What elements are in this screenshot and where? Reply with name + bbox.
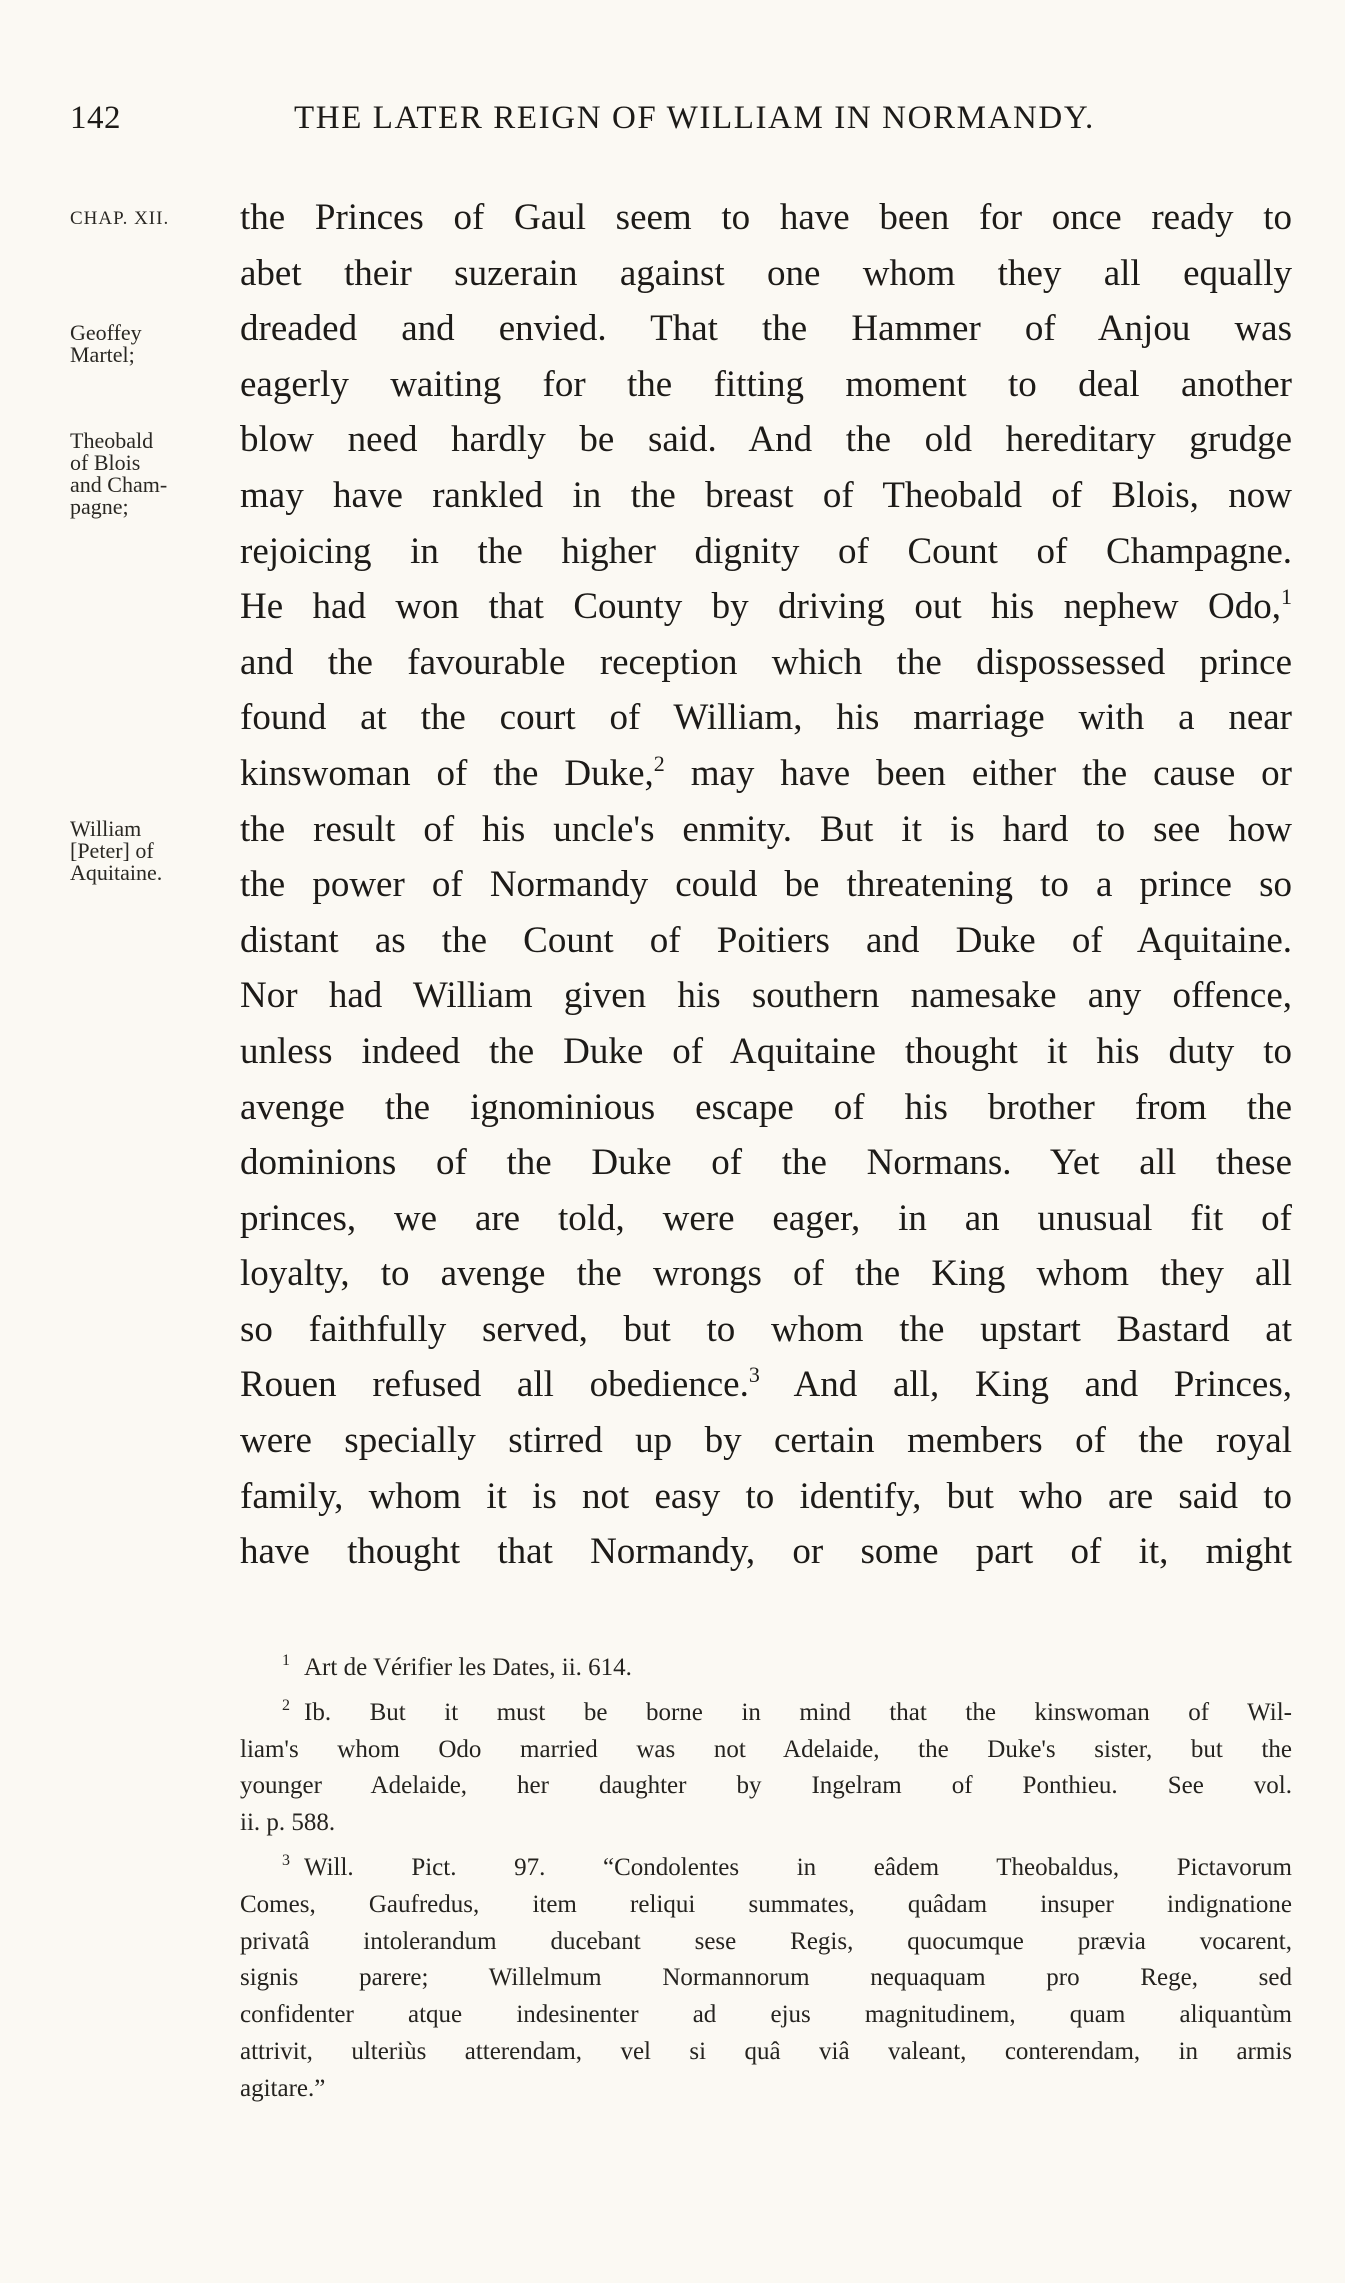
footnote-line: ii. p. 588.: [240, 1809, 336, 1837]
margin-note-geoffrey: Geoffey Martel;: [70, 320, 142, 367]
body-line-text: Rouen refused all obedience.: [240, 1364, 749, 1406]
body-text: [240, 190, 1292, 1580]
margin-note-chapter: CHAP. XII.: [70, 208, 170, 229]
footnote-1: [240, 1650, 1292, 1687]
footnote-text: Will. Pict. 97. “Condolentes in eâdem Theobaldus, Pictavorum: [304, 1853, 1292, 1881]
body-line: abet their suzerain against one whom they all equally: [240, 252, 1292, 294]
footnote-line: Comes, Gaufredus, item reliqui summates, quâdam insuper indignatione: [240, 1890, 1292, 1918]
footnote-line: attrivit, ulteriùs atterendam, vel si quâ viâ valeant, conterendam, in armis: [240, 2037, 1292, 2065]
body-line: Nor had William given his southern namesake any offence,: [240, 975, 1292, 1017]
footnote-ref: 2: [653, 750, 665, 776]
footnotes: [240, 1650, 1292, 2108]
body-line: family, whom it is not easy to identify, but who are said to: [240, 1475, 1292, 1517]
page-header: [70, 100, 1285, 144]
body-line: the power of Normandy could be threatening to a prince so: [240, 864, 1292, 906]
footnote-text: Ib. But it must be borne in mind that the kinswoman of Wil-: [304, 1698, 1292, 1726]
body-line: and the favourable reception which the dispossessed prince: [240, 641, 1292, 683]
running-title: THE LATER REIGN OF WILLIAM IN NORMANDY.: [294, 100, 1095, 136]
footnote-line: privatâ intolerandum ducebant sese Regis, quocumque prævia vocarent,: [240, 1927, 1292, 1955]
body-line: dreaded and envied. That the Hammer of Anjou was: [240, 308, 1292, 350]
body-line: the result of his uncle's enmity. But it is hard to see how: [240, 808, 1292, 850]
body-line-text: may have been either the cause or: [690, 752, 1292, 794]
body-line: avenge the ignominious escape of his brother from the: [240, 1086, 1292, 1128]
body-line: have thought that Normandy, or some part of it, might: [240, 1531, 1292, 1573]
body-line-text: And all, King and Princes,: [793, 1364, 1292, 1406]
body-line: were specially stirred up by certain members of the royal: [240, 1420, 1292, 1462]
body-line: princes, we are told, were eager, in an unusual fit of: [240, 1197, 1292, 1239]
body-line: so faithfully served, but to whom the upstart Bastard at: [240, 1308, 1292, 1350]
margin-note-william: William [Peter] of Aquitaine.: [70, 816, 163, 885]
footnote-marker: 1: [282, 1652, 290, 1669]
footnote-line: younger Adelaide, her daughter by Ingelram of Ponthieu. See vol.: [240, 1772, 1292, 1800]
page-number: 142: [70, 100, 121, 136]
footnote-line: confidenter atque indesinenter ad ejus magnitudinem, quam aliquantùm: [240, 2001, 1292, 2029]
footnote-3: [240, 1850, 1292, 1887]
body-line: eagerly waiting for the fitting moment to deal another: [240, 363, 1292, 405]
footnote-line: liam's whom Odo married was not Adelaide, the Duke's sister, but the: [240, 1735, 1292, 1763]
body-line: [240, 579, 1292, 635]
body-line-text: kinswoman of the Duke,: [240, 752, 654, 794]
body-line: rejoicing in the higher dignity of Count of Champagne.: [240, 530, 1292, 572]
margin-note-theobald: Theobald of Blois and Cham- pagne;: [70, 428, 168, 519]
footnote-ref: 1: [1281, 584, 1292, 610]
footnote-line: agitare.”: [240, 2074, 326, 2102]
body-line: loyalty, to avenge the wrongs of the King whom they all: [240, 1253, 1292, 1295]
footnote-marker: 2: [282, 1696, 290, 1714]
body-line: distant as the Count of Poitiers and Duke of Aquitaine.: [240, 919, 1292, 961]
footnote-marker: 3: [282, 1851, 290, 1869]
body-line: unless indeed the Duke of Aquitaine thought it his duty to: [240, 1030, 1292, 1072]
body-line-text: He had won that County by driving out his nephew Odo,: [240, 586, 1281, 628]
footnote-text: Art de Vérifier les Dates, ii. 614.: [304, 1654, 632, 1681]
body-line: the Princes of Gaul seem to have been for once ready to: [240, 197, 1292, 238]
body-line: found at the court of William, his marriage with a near: [240, 697, 1292, 739]
body-line: may have rankled in the breast of Theobald of Blois, now: [240, 474, 1292, 516]
body-line: dominions of the Duke of the Normans. Yet all these: [240, 1142, 1292, 1184]
footnote-line: signis parere; Willelmum Normannorum nequaquam pro Rege, sed: [240, 1964, 1292, 1992]
footnote-2: [240, 1695, 1292, 1732]
body-line: [240, 746, 1292, 802]
body-line: blow need hardly be said. And the old hereditary grudge: [240, 419, 1292, 461]
footnote-ref: 3: [748, 1362, 760, 1388]
body-line: [240, 1357, 1292, 1413]
